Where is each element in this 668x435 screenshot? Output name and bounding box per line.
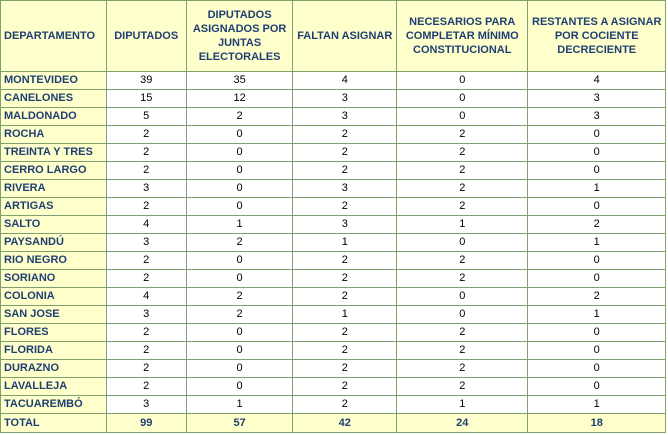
cell-necesarios: 0 [397,234,528,252]
cell-necesarios: 2 [397,270,528,288]
header-necesarios-minimo: NECESARIOS PARA COMPLETAR MÍNIMO CONSTITUCIONAL [397,1,528,72]
header-departamento: DEPARTAMENTO [1,1,107,72]
cell-diputados: 39 [106,72,186,90]
table-row [1,108,666,126]
table-row [1,234,666,252]
cell-necesarios: 0 [397,108,528,126]
cell-asignados: 2 [186,306,293,324]
total-restantes: 18 [528,414,666,433]
cell-faltan: 3 [293,180,397,198]
cell-departamento: TREINTA Y TRES [1,144,107,162]
table-row [1,342,666,360]
cell-faltan: 2 [293,396,397,414]
cell-faltan: 2 [293,252,397,270]
cell-departamento: PAYSANDÚ [1,234,107,252]
header-restantes-cociente: RESTANTES A ASIGNAR POR COCIENTE DECRECIENTE [528,1,666,72]
cell-asignados: 12 [186,90,293,108]
cell-diputados: 15 [106,90,186,108]
cell-faltan: 2 [293,162,397,180]
cell-necesarios: 2 [397,198,528,216]
cell-faltan: 4 [293,72,397,90]
cell-necesarios: 1 [397,216,528,234]
cell-departamento: SALTO [1,216,107,234]
table-row [1,360,666,378]
cell-departamento: ROCHA [1,126,107,144]
table-row [1,162,666,180]
cell-departamento: FLORES [1,324,107,342]
cell-departamento: TACUAREMBÓ [1,396,107,414]
cell-asignados: 2 [186,288,293,306]
cell-faltan: 1 [293,234,397,252]
cell-faltan: 2 [293,126,397,144]
cell-faltan: 2 [293,288,397,306]
cell-diputados: 2 [106,360,186,378]
table-row [1,270,666,288]
cell-restantes: 1 [528,180,666,198]
cell-restantes: 1 [528,306,666,324]
cell-faltan: 2 [293,144,397,162]
table-row [1,324,666,342]
cell-diputados: 3 [106,396,186,414]
cell-asignados: 35 [186,72,293,90]
cell-departamento: DURAZNO [1,360,107,378]
cell-asignados: 1 [186,396,293,414]
cell-necesarios: 1 [397,396,528,414]
cell-restantes: 3 [528,108,666,126]
cell-asignados: 0 [186,360,293,378]
cell-restantes: 0 [528,126,666,144]
cell-necesarios: 2 [397,144,528,162]
cell-diputados: 3 [106,234,186,252]
cell-necesarios: 0 [397,288,528,306]
cell-faltan: 3 [293,108,397,126]
cell-necesarios: 2 [397,162,528,180]
cell-restantes: 2 [528,216,666,234]
total-label: TOTAL [1,414,107,433]
cell-restantes: 0 [528,378,666,396]
cell-necesarios: 2 [397,378,528,396]
table-row [1,288,666,306]
cell-necesarios: 0 [397,90,528,108]
cell-necesarios: 2 [397,360,528,378]
cell-restantes: 0 [528,144,666,162]
table-row [1,306,666,324]
table-row [1,90,666,108]
cell-asignados: 0 [186,180,293,198]
header-faltan-asignar: FALTAN ASIGNAR [293,1,397,72]
cell-departamento: SAN JOSE [1,306,107,324]
cell-restantes: 0 [528,342,666,360]
cell-diputados: 3 [106,306,186,324]
cell-diputados: 3 [106,180,186,198]
cell-diputados: 4 [106,288,186,306]
cell-restantes: 0 [528,324,666,342]
cell-restantes: 4 [528,72,666,90]
cell-diputados: 2 [106,378,186,396]
table-row [1,396,666,414]
cell-faltan: 2 [293,198,397,216]
table-row [1,144,666,162]
cell-asignados: 2 [186,108,293,126]
cell-diputados: 2 [106,342,186,360]
cell-departamento: LAVALLEJA [1,378,107,396]
cell-necesarios: 2 [397,324,528,342]
cell-restantes: 1 [528,234,666,252]
cell-restantes: 2 [528,288,666,306]
cell-diputados: 2 [106,198,186,216]
cell-asignados: 0 [186,198,293,216]
cell-diputados: 2 [106,144,186,162]
cell-faltan: 2 [293,378,397,396]
cell-departamento: FLORIDA [1,342,107,360]
table-row [1,252,666,270]
cell-restantes: 0 [528,252,666,270]
cell-asignados: 0 [186,270,293,288]
cell-restantes: 1 [528,396,666,414]
total-faltan: 42 [293,414,397,433]
cell-restantes: 0 [528,360,666,378]
cell-asignados: 1 [186,216,293,234]
cell-diputados: 2 [106,252,186,270]
table-row [1,126,666,144]
cell-departamento: RIO NEGRO [1,252,107,270]
cell-necesarios: 2 [397,252,528,270]
cell-necesarios: 2 [397,180,528,198]
header-diputados: DIPUTADOS [106,1,186,72]
cell-asignados: 0 [186,342,293,360]
cell-departamento: MALDONADO [1,108,107,126]
cell-faltan: 2 [293,360,397,378]
total-row [1,414,666,433]
cell-diputados: 4 [106,216,186,234]
cell-departamento: ARTIGAS [1,198,107,216]
total-diputados: 99 [106,414,186,433]
cell-asignados: 0 [186,162,293,180]
header-asignados-juntas: DIPUTADOS ASIGNADOS POR JUNTAS ELECTORALES [186,1,293,72]
table-row [1,198,666,216]
cell-asignados: 0 [186,378,293,396]
cell-faltan: 2 [293,342,397,360]
cell-diputados: 2 [106,324,186,342]
header-row [1,1,666,72]
cell-diputados: 2 [106,270,186,288]
total-asignados: 57 [186,414,293,433]
cell-asignados: 0 [186,324,293,342]
cell-restantes: 0 [528,270,666,288]
cell-necesarios: 2 [397,126,528,144]
table-row [1,180,666,198]
cell-restantes: 0 [528,198,666,216]
cell-restantes: 3 [528,90,666,108]
cell-departamento: COLONIA [1,288,107,306]
cell-faltan: 2 [293,270,397,288]
table-row [1,72,666,90]
cell-faltan: 3 [293,90,397,108]
cell-asignados: 2 [186,234,293,252]
cell-faltan: 1 [293,306,397,324]
total-necesarios: 24 [397,414,528,433]
cell-departamento: CERRO LARGO [1,162,107,180]
table-row [1,216,666,234]
cell-asignados: 0 [186,126,293,144]
cell-restantes: 0 [528,162,666,180]
table-row [1,378,666,396]
cell-faltan: 2 [293,324,397,342]
cell-departamento: MONTEVIDEO [1,72,107,90]
cell-necesarios: 2 [397,342,528,360]
cell-departamento: SORIANO [1,270,107,288]
cell-faltan: 3 [293,216,397,234]
cell-asignados: 0 [186,144,293,162]
cell-asignados: 0 [186,252,293,270]
cell-necesarios: 0 [397,72,528,90]
cell-diputados: 5 [106,108,186,126]
cell-departamento: CANELONES [1,90,107,108]
cell-departamento: RIVERA [1,180,107,198]
cell-necesarios: 0 [397,306,528,324]
cell-diputados: 2 [106,126,186,144]
cell-diputados: 2 [106,162,186,180]
